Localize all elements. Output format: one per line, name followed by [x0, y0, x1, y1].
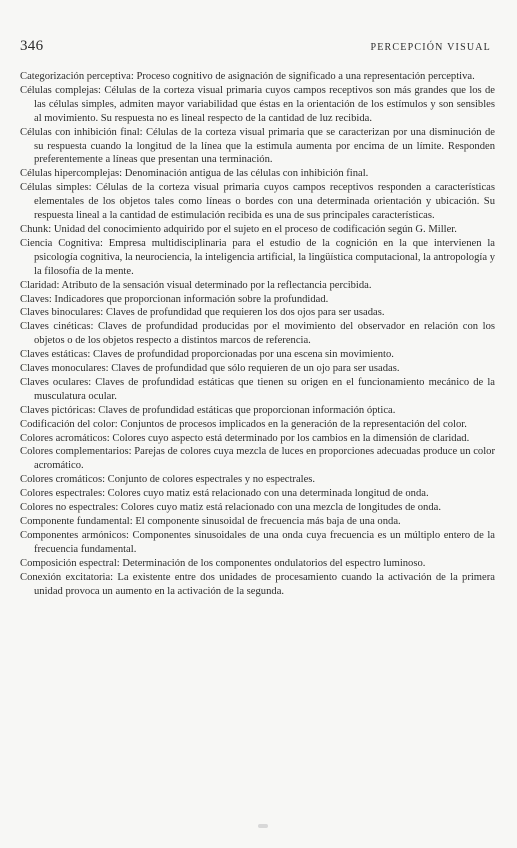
glossary-entry	[20, 404, 495, 418]
glossary-definition: Parejas de colores cuya mezcla de luces en proporciones adecuadas produce un color acromático.	[34, 446, 495, 472]
running-head: PERCEPCIÓN VISUAL	[370, 42, 491, 53]
glossary-definition: Unidad del conocimiento adquirido por el sujeto en el proceso de codificación según G. Miller.	[51, 223, 457, 235]
glossary-entry	[20, 432, 495, 446]
scan-smudge	[258, 824, 268, 828]
glossary-definition: Claves de profundidad estáticas que proporcionan información óptica.	[95, 404, 396, 416]
glossary-entry	[20, 293, 495, 307]
glossary-term: Componente fundamental:	[20, 516, 133, 527]
glossary-entry	[20, 445, 495, 473]
glossary-entry	[20, 84, 495, 126]
glossary-definition: Denominación antigua de las células con inhibición final.	[122, 168, 369, 180]
glossary-entry	[20, 557, 495, 571]
glossary-entry	[20, 70, 495, 84]
glossary-entry	[20, 418, 495, 432]
glossary-term: Claves estáticas:	[20, 349, 91, 361]
glossary-entry	[20, 348, 495, 362]
glossary-definition: Claves de profundidad producidas por el movimiento del observador en relación con los objetos o de los objetos respecto a distintos marcos de referencia.	[34, 321, 495, 347]
glossary-definition: Células de la corteza visual primaria que se caracterizan por una disminución de su respuesta cuando la longitud de la línea que la estimula aumenta por encima de un límite. Responden preferentemente a líneas que presentan una terminación.	[34, 126, 495, 166]
glossary-entry	[20, 376, 495, 404]
glossary-definition: Colores cuyo matiz está relacionado con una determinada longitud de onda.	[105, 488, 429, 500]
glossary-definition: Proceso cognitivo de asignación de significado a una representación perceptiva.	[133, 71, 475, 82]
glossary-entry	[20, 473, 495, 487]
glossary-definition: Conjuntos de procesos implicados en la generación de la representación del color.	[117, 418, 467, 430]
glossary-definition: Componentes sinusoidales de una onda cuya frecuencia es un múltiplo entero de la frecuencia fundamental.	[34, 529, 495, 555]
glossary-entry	[20, 223, 495, 237]
glossary-definition: Determinación de los componentes ondulatorios del espectro luminoso.	[119, 557, 426, 569]
glossary-term: Composición espectral:	[20, 557, 120, 569]
glossary-entry	[20, 279, 495, 293]
glossary-definition: Empresa multidisciplinaria para el estudio de la cognición en la que intervienen la psicología cognitiva, la neurociencia, la inteligencia artificial, la lingüística computacional, la antropología y la filosofía de la mente.	[34, 237, 496, 277]
glossary-term: Codificación del color:	[20, 418, 118, 430]
glossary-term: Células complejas:	[20, 84, 101, 96]
glossary-entry	[20, 237, 495, 279]
glossary-entry	[20, 515, 495, 529]
glossary-list	[20, 70, 495, 598]
glossary-definition: Claves de profundidad proporcionadas por una escena sin movimiento.	[90, 349, 394, 361]
glossary-term: Colores no espectrales:	[20, 502, 119, 514]
glossary-definition: Atributo de la sensación visual determinado por la reflectancia percibida.	[59, 279, 372, 291]
glossary-term: Claves binoculares:	[20, 307, 104, 319]
glossary-term: Claves:	[20, 293, 52, 305]
glossary-term: Claves monoculares:	[20, 363, 109, 375]
glossary-term: Categorización perceptiva:	[20, 71, 134, 82]
glossary-term: Claves cinéticas:	[20, 321, 94, 333]
glossary-entry	[20, 529, 495, 557]
glossary-term: Colores cromáticos:	[20, 474, 106, 486]
glossary-entry	[20, 181, 495, 223]
glossary-definition: Colores cuyo aspecto está determinado por los cambios en la dimensión de claridad.	[109, 432, 470, 444]
glossary-term: Células con inhibición final:	[20, 126, 143, 138]
glossary-term: Colores acromáticos:	[20, 432, 110, 444]
glossary-term: Colores espectrales:	[20, 488, 106, 500]
glossary-term: Conexión excitatoria:	[20, 571, 114, 583]
glossary-entry	[20, 362, 495, 376]
glossary-definition: Colores cuyo matiz está relacionado con una mezcla de longitudes de onda.	[118, 502, 441, 514]
glossary-entry	[20, 571, 495, 599]
glossary-definition: Claves de profundidad que requieren los dos ojos para ser usadas.	[103, 307, 385, 319]
page-number: 346	[20, 38, 44, 54]
glossary-definition: Conjunto de colores espectrales y no espectrales.	[105, 474, 316, 486]
glossary-term: Colores complementarios:	[20, 446, 132, 458]
glossary-term: Ciencia Cognitiva:	[20, 237, 103, 249]
glossary-definition: Claves de profundidad estáticas que tienen su origen en el funcionamiento mecánico de la musculatura ocular.	[34, 376, 495, 402]
glossary-definition: Indicadores que proporcionan información sobre la profundidad.	[51, 293, 329, 305]
glossary-term: Células hipercomplejas:	[20, 168, 123, 180]
glossary-entry	[20, 501, 495, 515]
glossary-entry	[20, 320, 495, 348]
glossary-definition: Células de la corteza visual primaria cuyos campos receptivos responden a características elementales de los objetos tales como líneas o bordes con una determinada orientación y ubicación. Su respuesta lineal a la cantidad de estimulación recibida es una de sus principales características.	[34, 182, 495, 222]
glossary-term: Chunk:	[20, 223, 52, 235]
glossary-entry	[20, 306, 495, 320]
glossary-term: Claves oculares:	[20, 376, 92, 388]
glossary-entry	[20, 167, 495, 181]
glossary-term: Células simples:	[20, 182, 92, 194]
glossary-definition: El componente sinusoidal de frecuencia más baja de una onda.	[132, 516, 401, 527]
page-header	[20, 38, 491, 55]
glossary-definition: Claves de profundidad que sólo requieren de un ojo para ser usadas.	[108, 363, 400, 375]
glossary-definition: Células de la corteza visual primaria cuyos campos receptivos son más grandes que los de las células simples, admiten mayor variabilidad que éstas en la orientación de los estímulos y son sensibles al movimiento. Su respuesta no es lineal respecto de la cantidad de luz recibida.	[34, 84, 495, 124]
glossary-definition: La existente entre dos unidades de procesamiento cuando la activación de la primera unidad provoca un aumento en la activación de la segunda.	[34, 571, 495, 597]
glossary-term: Componentes armónicos:	[20, 529, 129, 541]
glossary-term: Claridad:	[20, 279, 60, 291]
glossary-term: Claves pictóricas:	[20, 404, 96, 416]
glossary-entry	[20, 487, 495, 501]
glossary-entry	[20, 126, 495, 168]
